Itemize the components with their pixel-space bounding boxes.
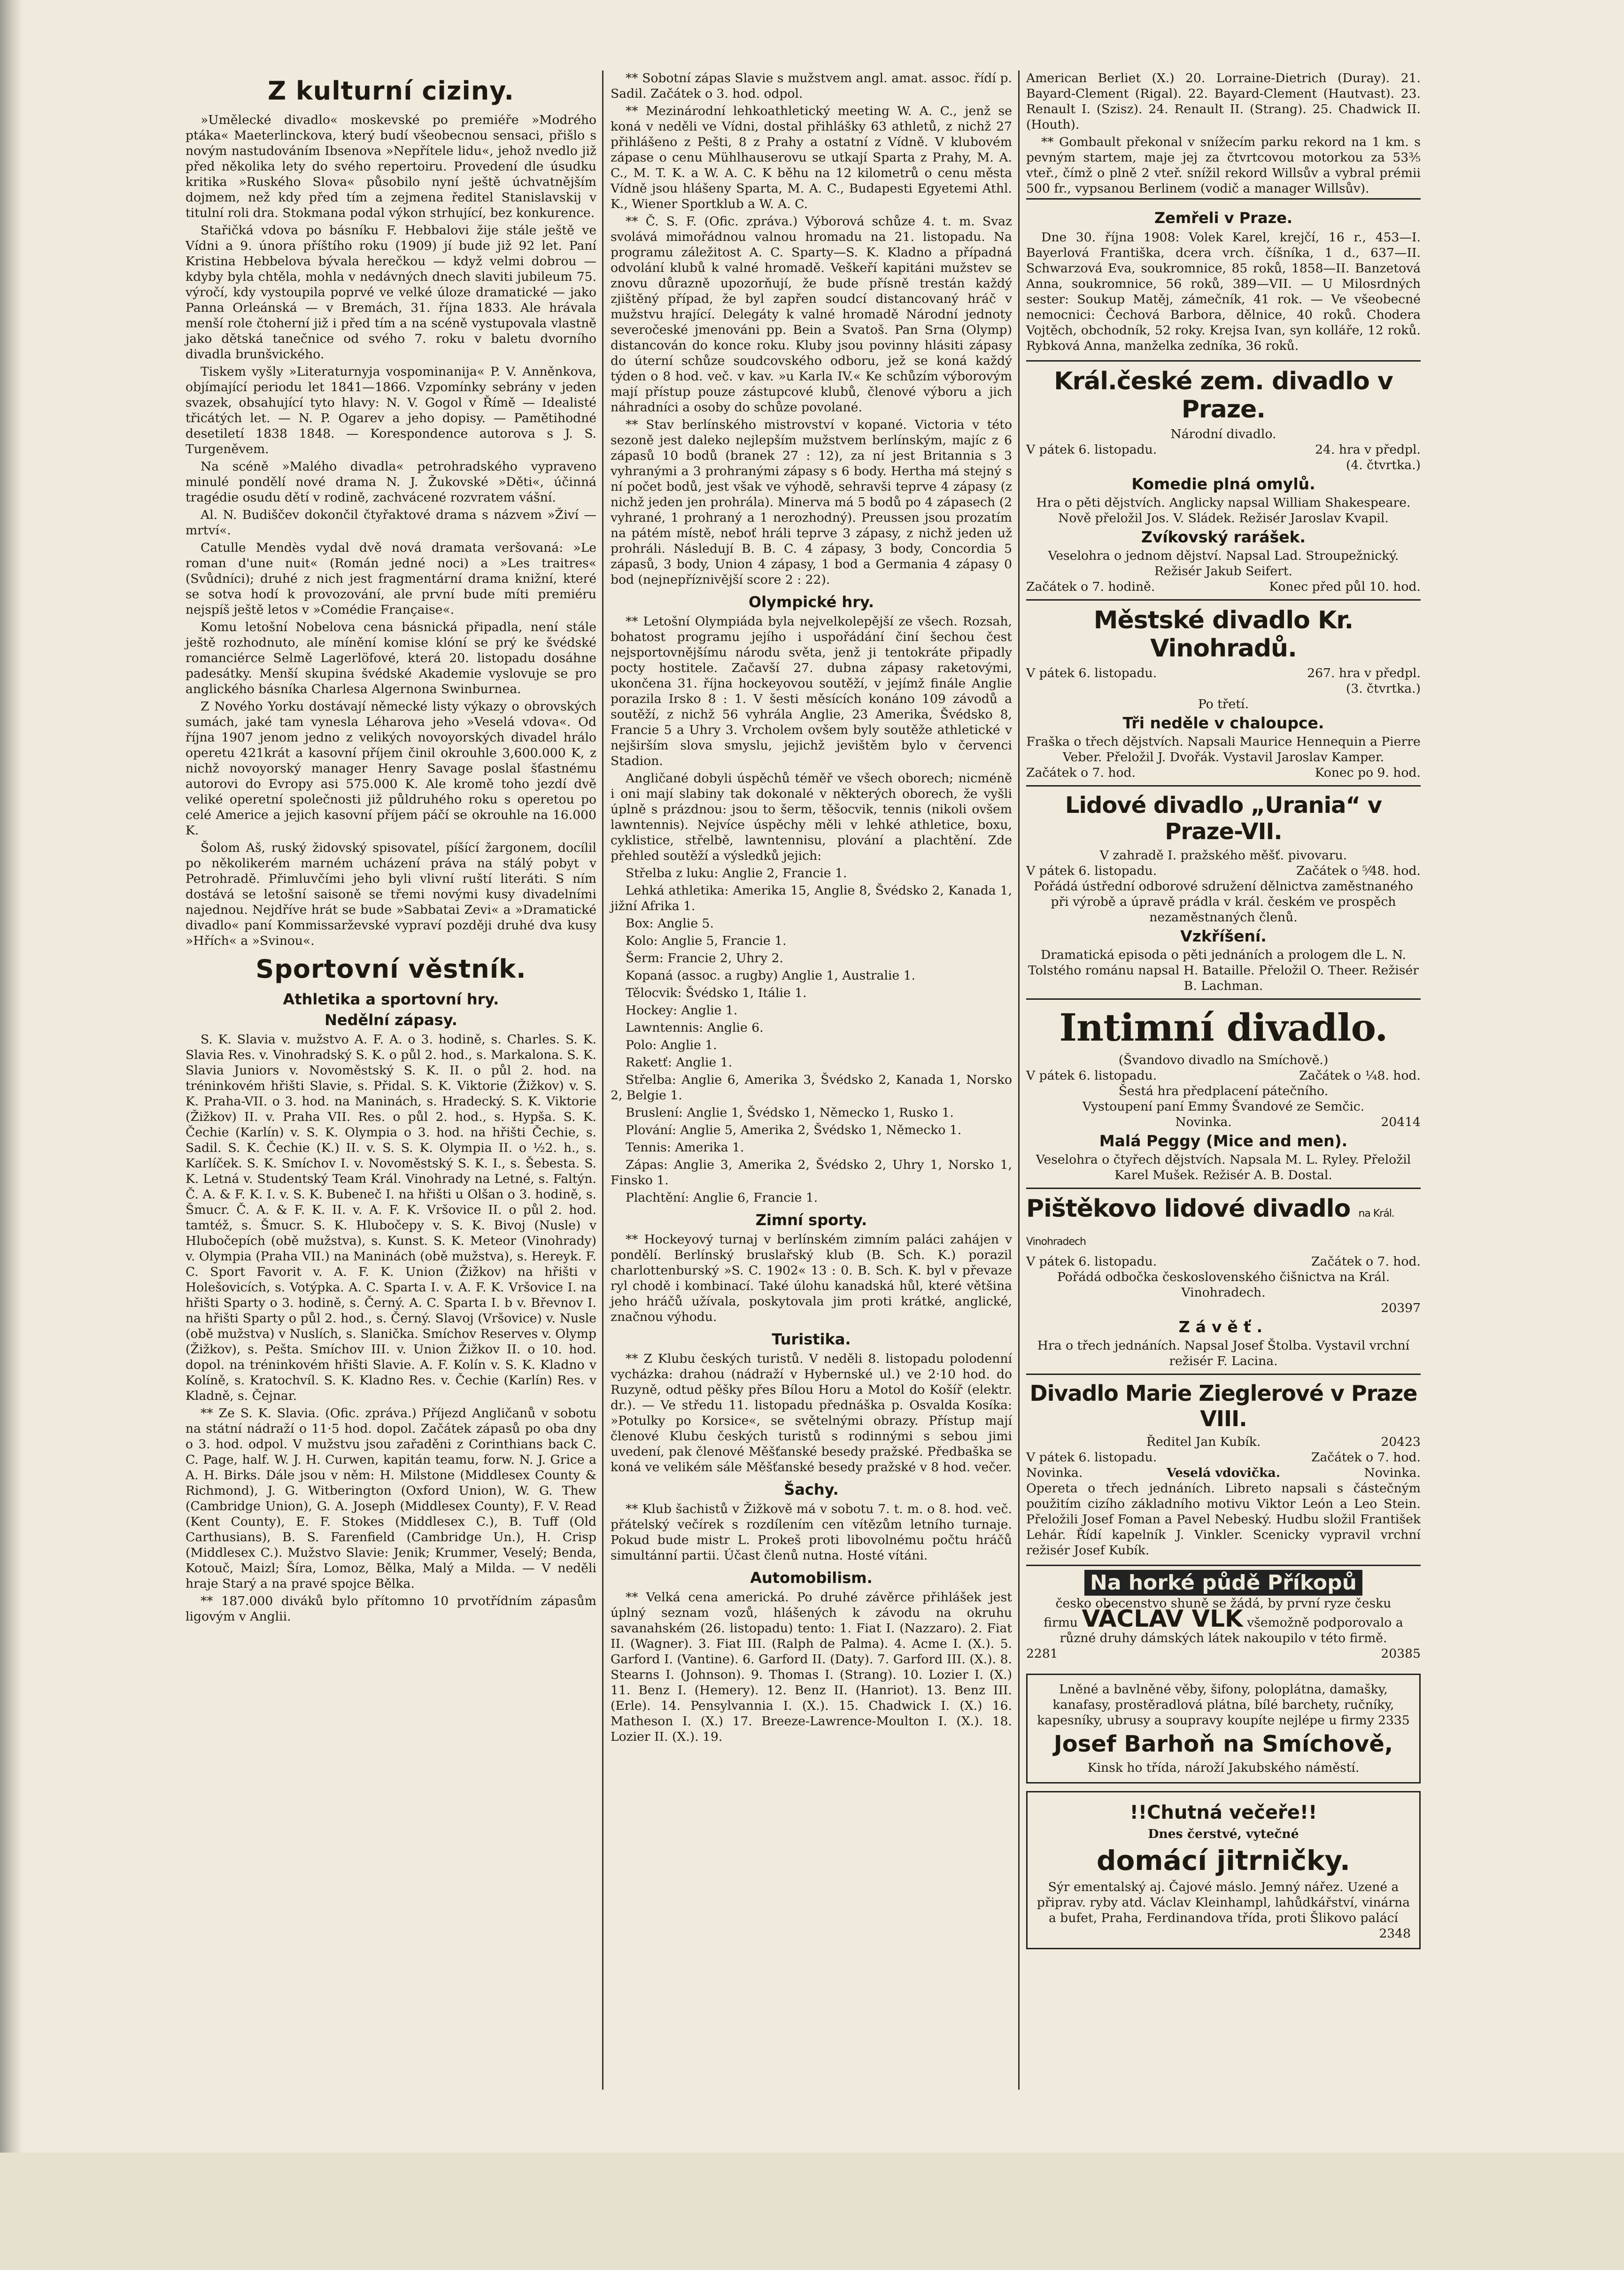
- result-line: Střelba z luku: Anglie 2, Francie 1.: [626, 866, 847, 880]
- article-paragraph: Stařičká vdova po básníku F. Hebbalovi žije stále ještě ve Vídni a 9. února příštího roku (1909) jí bude již 92 let. Paní Kristina Hebbelova bývala herečkou — když velmi dobrou — kdyby byla chtěla, mohla v nedávných dnech slaviti jubileum 75. výročí, kdy vystoupila poprvé ve velké úloze dramatické — jako Panna Orleánská — v Bremách, 31. října 1833. Ale hrávala menší role čtoherní již i před tím a na scéně vystupovala vlastně jako dětská tanečnice od svého 7. roku v baletu dvorního divadla brunšvického.: [186, 223, 596, 362]
- play-title: Komedie plná omylů.: [1131, 475, 1315, 493]
- performance-date: V pátek 6. listopadu.: [1026, 666, 1157, 680]
- advert-address: Kinsk ho třída, nároží Jakubského náměstí.: [1087, 1760, 1360, 1775]
- article-paragraph: ** Z Klubu českých turistů. V neděli 8. listopadu polodenní vycházka: drahou (nádraží v Hybernské ul.) ve 2·10 hod. do Ruzyně, odtud pěšky přes Bílou Horu a Motol do Košíř (elektr. dr.). — Ve středu 11. listopadu přednáška p. Osvalda Kosíka: »Potulky po Korsice«, se světelnými obrazy. Přístup mají členové Klubu českých turistů s rodinnými s sebou jimi uvedení, pak členové Měšťanské besedy pražské. Předbaška se koná ve velikém sále Měšťanské besedy pražské v 8 hod. večer.: [611, 1351, 1012, 1475]
- performance-date: V pátek 6. listopadu.: [1026, 1254, 1157, 1269]
- result-line: Plování: Anglie 5, Amerika 2, Švédsko 1, Německo 1.: [626, 1123, 962, 1137]
- column-2: [611, 70, 1012, 1746]
- article-paragraph: S. K. Slavia v. mužstvo A. F. A. o 3. hodině, s. Charles. S. K. Slavia Res. v. Vinohradský S. K. o půl 2. hod., s. Markalona. S. K. Slavia Juniors v. Novoměstský S. K. II. o půl 2. hod. na tréninkovém hřišti Slavie, s. Přidal. S. K. Viktorie (Žižkov) v. S. K. Praha-VII. o 3. hod. na Maninách, s. Hradecký. S. K. Viktorie (Žižkov) II. v. Praha VII. Res. o půl 2. hod., s. Hypša. S. K. Čechie (Karlín) v. S. K. Olympia o 3. hod. na hřišti Čechie, s. Sadil. S. K. Čechie (K.) II. v. S. S. K. Olympia II. o ½2. h., s. Karlíček. S. K. Smíchov I. v. Novoměstský S. K. I., s. Šebesta. S. K. Letná v. Studentský Team Král. Vinohrady na Letné, s. Faltýn. Č. A. & F. K. I. v. S. K. Bubeneč I. na hřišti u Olšan o 3. hodině, s. Šmucr. Č. A. & F. K. II. v. A. F. K. Vršovice II. o půl 2. hod. tamtéž, s. Šmucr. S. K. Hlubočepy v. S. K. Bivoj (Nusle) v Hlubočepích (obě mužstva), s. Kunst. S. K. Meteor (Vinohrady) v. Olympia (Praha VII.) na Maninách (obě mužstva), s. Hereyk. F. C. Sport Favorit v. A. F. K. Union (Žižkov) na hřišti v Holešovicích, s. Votýpka. A. C. Sparta I. v. A. F. K. Vršovice I. na hřišti Sparty o 3. hodině, s. Černý. A. C. Sparta I. b v. Břevnov I. na hřišti Sparty o půl 2. hod., s. Černý. Slavoj (Vršovice) v. Nusle (obě mužstva) v Nuslích, s. Slanička. Smíchov Reserves v. Olymp (Žižkov), s. Pešta. Smíchov III. v. Union Žižkov II. o 10. hod. dopol. na tréninkovém hřišti Slavie. A. F. Kolín v. S. K. Kladno v Kolíně, s. Kratochvíl. S. K. Kladno Res. v. Čechie (Karlín) Res. v Kladně, s. Čejnar.: [186, 1032, 596, 1403]
- article-paragraph: ** Ze S. K. Slavia. (Ofic. zpráva.) Příjezd Angličanů v sobotu na státní nádraží o 11·5 hod. dopol. Začátek zápasů po oba dny o 3. hod. odpol. V mužstvu jsou zařaděni z Corinthians back C. C. Page, half. W. J. H. Curwen, kapitán teamu, forw. N. J. Grice a A. H. Birks. Dále jsou v něm: H. Milstone (Middlesex County & Richmond), J. G. Witberington (Oxford Union), W. G. Thew (Cambridge Union), G. A. Joseph (Middlesex County), F. V. Read (Kent County), E. F. Stokes (Middlesex C.), B. Tuff (Old Carthusians), B. S. Farenfield (Cambridge Un.), H. Crisp (Middlesex C.). Mužstvo Slavie: Jenik; Krummer, Veselý; Benda, Kotouč, Maizl; Šíra, Lomoz, Bělka, Malý a Milda. — V neděli hraje Starý a na pravé spojce Bělka.: [186, 1406, 596, 1591]
- subhead-automobilism: Automobilism.: [750, 1569, 873, 1587]
- article-paragraph: Na scéně »Malého divadla« petrohradského vypraveno minulé pondělí nové drama N. J. Žukovské »Děti«, účinná tragédie osudu dětí v rodině, zachvácené rozvratem vášní.: [186, 459, 596, 505]
- theatre-listing-urania: [1026, 785, 1421, 998]
- novelty-label: Novinka.: [1175, 1115, 1232, 1129]
- advert-text: česko obecenstvo shuně se žádá, by první ryze česku: [1055, 1596, 1392, 1611]
- play-title: Tři neděle v chaloupce.: [1122, 714, 1324, 732]
- theatre-title: Městské divadlo Kr. Vinohradů.: [1093, 606, 1353, 663]
- director: Ředitel Jan Kubík.: [1146, 1435, 1261, 1449]
- advert-text: firmu: [1044, 1615, 1078, 1630]
- theatre-listing-pistek: [1026, 1188, 1421, 1374]
- play-title: Veselá vdovička.: [1166, 1466, 1281, 1480]
- subscription-number: 24. hra v předpl.: [1315, 442, 1421, 457]
- date-row: [1026, 1450, 1421, 1465]
- article-paragraph: ** Letošní Olympiáda byla nejvelkolepější ze všech. Rozsah, bohatost programu jejího i uspořádání činí šechou čest nejsportovnějšímu národu světa, jenž ji tentokráte připadly pocty hostitele. Začavší 27. dubna zápasy raketovými, ukončena 31. října hockeyovou soutěží, v jejímž finále Anglie porazila Irsko 8 : 1. V šesti měsících konáno 109 závodů a soutěží, z nichž 56 vyhrála Anglie, 23 Amerika, Švédsko 8, Francie 5 a Uhry 3. Vrcholem ovšem byly soutěže athletické v nejširším slova smyslu, jejichž jevištěm bylo v červenci Stadion.: [611, 614, 1012, 768]
- article-paragraph: ** Hockeyový turnaj v berlínském zimním paláci zahájen v pondělí. Berlínský bruslařský klub (B. Sch. K.) porazil charlottenburský »S. C. 1902« 13 : 0. B. Sch. K. byl v převaze ryl chodě i kombinací. Také úlohu kanadská hůl, které většina jeho hráčů užívala, poskytovala jim proti krátké, anglické, značnou výhodu.: [611, 1232, 1012, 1324]
- article-paragraph: ** Sobotní zápas Slavie s mužstvem angl. amat. assoc. řídí p. Sadil. Začátek o 3. hod. odpol.: [611, 71, 1012, 101]
- result-line: Kopaná (assoc. a rugby) Anglie 1, Australie 1.: [626, 968, 916, 983]
- end-time: Konec před půl 10. hod.: [1269, 579, 1421, 594]
- guest-note: Vystoupení paní Emmy Švandové ze Semčic.: [1082, 1099, 1365, 1114]
- date-row: [1026, 1254, 1421, 1269]
- theatre-subtitle: (Švandovo divadlo na Smíchově.): [1118, 1053, 1329, 1067]
- column-rule: [1018, 70, 1020, 2090]
- result-line: Hockey: Anglie 1.: [626, 1003, 738, 1018]
- theatre-listing-intimni: [1026, 998, 1421, 1188]
- theatre-listing-ziegler: [1026, 1374, 1421, 1565]
- article-paragraph: Šolom Aš, ruský židovský spisovatel, píšící žargonem, docílil po několikerém marném ucházení práva na stálý pobyt v Petrohradě. Přimluvčími jeho byli vlivní ruští literáti. S ním dostává se letošní saisoně se třemi novými kusy divadelními najednou. Nejdříve hrát se bude »Sabbatai Zevi« a »Dramatické divadlo« paní Kommissarževské vypraví později druhé dva kusy »Hřích« a »Svinou«.: [186, 841, 596, 948]
- play-description: Opereta o třech jednáních. Libreto napsali s částečným použitím cizího základního motivu Viktor León a Leo Stein. Přeložili Josef Foman a Pavel Nebeský. Hudbu složil František Lehár. Řídí kapelník J. Vinkler. Scenicky vypravil vrchní režisér Josef Kubík.: [1026, 1481, 1421, 1558]
- start-time: Začátek o ⁵⁄48. hod.: [1296, 864, 1421, 878]
- subhead-athletika: Athletika a sportovní hry.: [283, 990, 499, 1008]
- obituaries-box: [1026, 198, 1421, 360]
- column-rule: [602, 70, 603, 2090]
- advert-firm-line: [1026, 1605, 1421, 1632]
- novelty-row: [1026, 1114, 1421, 1130]
- theatre-title: Král.české zem. divadlo v Praze.: [1054, 367, 1393, 424]
- subhead-zimni: Zimní sporty.: [755, 1211, 867, 1229]
- play-title: Závěť.: [1178, 1318, 1268, 1336]
- article-paragraph: Tiskem vyšly »Literaturnyja vospominanija« P. V. Anněnkova, objímající periodu let 1841—1866. Vzpomínky sebrány v jeden svazek, obsahující tyto hlavy: N. V. Gogol v Římě — Idealisté třicátých let. — N. P. Ogarev a jeho dopisy. — Pamětihodné desetiletí 1838 1848. — Korespondence autorova s J. S. Turgeněvem.: [186, 364, 596, 456]
- novelty-label: Novinka.: [1026, 1466, 1083, 1480]
- performance-date: V pátek 6. listopadu.: [1026, 1450, 1157, 1465]
- result-line: Lehká athletika: Amerika 15, Anglie 8, Švédsko 2, Kanada 1, jižní Afrika 1.: [611, 883, 1012, 913]
- result-line: Bruslení: Anglie 1, Švédsko 1, Německo 1, Rusko 1.: [626, 1105, 954, 1120]
- article-paragraph: »Umělecké divadlo« moskevské po premiéře »Modrého ptáka« Maeterlinckova, který budí všeobecnou sensaci, přišlo s novým nastudováním Ibsenova »Nepřítele lidu«, jehož nvedlo již před několika lety do svého repertoiru. Provedení dle úsudku kritika »Ruského Slova« působilo nyní ještě úchvatnějším dojmem, než kdy před tím a zejmena ředitel Stanislavskij v titulní roli dra. Stokmana podal výkon strhující, bez konkurence.: [186, 113, 596, 220]
- result-line: Šerm: Francie 2, Uhry 2.: [626, 951, 783, 965]
- page-bottom-margin: [0, 2153, 1624, 2270]
- novelty-label: Novinka.: [1364, 1466, 1421, 1480]
- organizer-note: Pořádá odbočka československého čišnictva na Král. Vinohradech.: [1057, 1270, 1390, 1300]
- ad-number: 20414: [1381, 1115, 1421, 1129]
- play-description: Hra o pěti dějstvích. Anglicky napsal William Shakespeare. Nově přeložil Jos. V. Sládek. Režisér Jaroslav Kvapil.: [1036, 495, 1411, 525]
- article-paragraph: ** Gombault překonal v snížecím parku rekord na 1 km. s pevným startem, maje jej za čtvrtcovou motorkou za 53³⁄₅ vteř., čímž o plně 2 vteř. snížil rekord Willsův a vybral prémii 500 fr., vypsanou Berlinem (vodič a manager Willsův).: [1026, 135, 1421, 196]
- result-line: Polo: Anglie 1.: [626, 1038, 717, 1052]
- performance-note: Po třetí.: [1198, 697, 1249, 711]
- advert-vlk: [1026, 1565, 1421, 1666]
- performance-date: V pátek 6. listopadu.: [1026, 864, 1157, 878]
- date-row: [1026, 863, 1421, 879]
- play-description: Fraška o třech dějstvích. Napsali Maurice Hennequin a Pierre Veber. Přeložil J. Dvořák. Vystavil Jaroslav Kamper.: [1026, 734, 1421, 764]
- advert-text: všemožně podporovalo a: [1247, 1615, 1403, 1630]
- play-description: Hra o třech jednáních. Napsal Josef Štolba. Vystavil vrchní režisér F. Lacina.: [1037, 1338, 1410, 1368]
- column-1: [186, 70, 596, 1626]
- obituaries-text: Dne 30. října 1908: Volek Karel, krejčí, 16 r., 453—I. Bayerlová Františka, dcera vrch. číšníka, 1 d., 637—II. Schwarzová Eva, soukromnice, 85 roků, 1858—II. Banzetová Anna, soukromnice, 56 roků, 389—VII. — U Milosrdných sester: Soukup Matěj, zámečník, 41 rok. — Ve všeobecné nemocnici: Čechová Barbora, dělnice, 40 roků. Chodera Vojtěch, obchodník, 52 roky. Krejsa Ivan, syn kolláře, 12 roků. Rybková Anna, manželka zedníka, 36 roků.: [1026, 230, 1421, 353]
- theatre-title-row: [1026, 1195, 1421, 1251]
- article-paragraph: American Berliet (X.) 20. Lorraine-Dietrich (Duray). 21. Bayard-Clement (Rigal). 22. Bayard-Clement (Hautvast). 23. Renault I. (Szisz). 24. Renault II. (Strang). 25. Chadwick II. (Houth).: [1026, 71, 1421, 132]
- advert-firm-name: Josef Barhoň na Smíchově,: [1053, 1731, 1393, 1757]
- play-title: Malá Peggy (Mice and men).: [1099, 1132, 1348, 1150]
- article-paragraph: ** Stav berlínského mistrovství v kopané. Victoria v této sezoně jest daleko nejlepším mužstvem berlínským, majíc z 6 zápasů 10 bodů (branek 27 : 12), za ní jest Britannia s 3 vyhranými a 3 prohranými zápasy s 6 body. Hertha má stejný s ní počet bodů, jest však ve výhodě, sehravši teprve 4 zápasy (z nichž jeden jen prohrála). Minerva má 5 bodů po 4 zápasech (2 vyhrané, 1 prohraný a 1 nerozhodný). Preussen jsou prozatím na pátém místě, neboť hráli teprve 3 zápasy, z nichž jeden už prohráli. Následují B. B. C. 4 zápasy, 3 body, Concordia 5 zápasů, 3 body, Union 4 zápasy, 1 bod a Germania 4 zápasy 0 bod (nejnepříznivější score 2 : 22).: [611, 417, 1012, 587]
- advert-title: domácí jitrničky.: [1096, 1845, 1351, 1876]
- organizer-note: Pořádá ústřední odborové sdružení dělnictva zaměstnaného při výrobě a úpravě prádla v král. českém ve prospěch nezaměstnaných členů.: [1033, 879, 1414, 925]
- article-paragraph: ** Klub šachistů v Žižkově má v sobotu 7. t. m. o 8. hod. več. přátelský večírek s rozdílením cen vítězům letního turnaje. Pokud bude mistr L. Prokeš proti libovolnému počtu hráčů simultánní partii. Účast členů nutna. Hosté vítáni.: [611, 1502, 1012, 1563]
- subhead-turistika: Turistika.: [772, 1330, 851, 1348]
- end-time: Konec po 9. hod.: [1315, 765, 1421, 780]
- result-line: Lawntennis: Anglie 6.: [626, 1020, 764, 1035]
- play-title: Zvíkovský rarášek.: [1141, 528, 1306, 546]
- result-line: Raketť: Anglie 1.: [626, 1055, 733, 1070]
- article-paragraph: ** Mezinárodní lehkoathletický meeting W. A. C., jenž se koná v neděli ve Vídni, dostal přihlášky 63 athletů, z nichž 27 přihlášeno z Pešti, 8 z Prahy a ostatní z Vídně. V klubovém zápase o cenu Mühlhauserovu se utkají Sparta z Prahy, M. A. C., M. T. K. a W. A. C. K běhu na 12 kilometrů o cenu města Vídně jsou hlášeny Sparta, M. A. C., Budapesti Egyetemi Athl. K., Wiener Sportklub a W. A. C.: [611, 104, 1012, 211]
- advert-kleinhampl: [1026, 1791, 1421, 1949]
- advert-firm-name: VÁCLAV VLK: [1082, 1605, 1243, 1632]
- theatre-title: Lidové divadlo „Urania“ v Praze-VII.: [1065, 792, 1382, 845]
- date-row: [1026, 1068, 1421, 1083]
- result-line: Tennis: Amerika 1.: [626, 1140, 744, 1155]
- time-row: [1026, 765, 1421, 780]
- play-title: Vzkříšení.: [1180, 927, 1267, 945]
- subhead-zemreli: Zemřeli v Praze.: [1154, 209, 1293, 227]
- subscription-cycle: (3. čtvrtka.): [1346, 681, 1421, 696]
- result-line: Kolo: Anglie 5, Francie 1.: [626, 934, 787, 948]
- theatre-listing-vinohrady: [1026, 599, 1421, 785]
- ad-number: 20397: [1381, 1301, 1421, 1315]
- time-row: [1026, 579, 1421, 595]
- ad-number: 2348: [1379, 1926, 1411, 1941]
- article-paragraph: Komu letošní Nobelova cena básnická připadla, není stále ještě rozhodnuto, ale mínění komise klóní se prý ke švédské romanciérce Selmě Lagerlöfové, která 20. listopadu dosáhne padesátky. Menší skupina švédské Akademie vyslovuje se pro anglického básníka Charlesa Algernona Swinburnea.: [186, 620, 596, 696]
- advert-headline: !!Chutná večeře!!: [1129, 1802, 1317, 1823]
- play-description: Veselohra o jednom dějství. Napsal Lad. Stroupežnický. Režisér Jakub Seifert.: [1048, 548, 1399, 579]
- column-3: [1026, 70, 1421, 1957]
- result-line: Tělocvik: Švédsko 1, Itálie 1.: [626, 986, 807, 1000]
- article-paragraph: ** 187.000 diváků bylo přítomno 10 prvotřídním zápasům ligovým v Anglii.: [186, 1594, 596, 1624]
- result-line: Zápas: Anglie 3, Amerika 2, Švédsko 2, Uhry 1, Norsko 1, Finsko 1.: [611, 1158, 1012, 1188]
- director-row: [1026, 1434, 1421, 1450]
- subhead-nedelni: Nedělní zápasy.: [325, 1011, 457, 1029]
- article-paragraph: Al. N. Budiščev dokončil čtyřaktové drama s názvem »Živí — mrtví«.: [186, 508, 596, 538]
- start-time: Začátek o 7. hod.: [1311, 1254, 1421, 1269]
- advert-text: Lněné a bavlněné věby, šifony, poloplátna, damašky, kanafasy, prostěradlová plátna, bílé barchety, ručníky, kapesníky, ubrusy a soupravy koupíte nejlépe u firmy 2335: [1037, 1682, 1410, 1728]
- date-row: [1026, 665, 1421, 681]
- advert-text: Sýr ementalský aj. Čajové máslo. Jemný nářez. Uzené a připrav. ryby atd. Václav Kleinhampl, lahůdkářství, vinárna a bufet, Praha, Ferdinandova třída, proti Šlikovo palácí: [1036, 1880, 1410, 1925]
- result-line: Box: Anglie 5.: [626, 916, 714, 931]
- article-paragraph: Catulle Mendès vydal dvě nová dramata veršovaná: »Le roman d'une nuit« (Román jedné noci) a »Les traitres« (Svůdníci); druhé z nich jest fragmentární drama knižní, které se sotva hodí k provozování, ale první bude míti premiéru nejspíš ještě letos v »Comédie Française«.: [186, 540, 596, 617]
- play-row: [1026, 1465, 1421, 1481]
- page-edge: [0, 0, 23, 2270]
- start-time: Začátek o 7. hod.: [1026, 765, 1136, 780]
- play-description: Veselohra o čtyřech dějstvích. Napsala M. L. Ryley. Přeložil Karel Mušek. Režisér A. B. Dostal.: [1036, 1152, 1411, 1182]
- theatre-subtitle: V zahradě I. pražského měšť. pivovaru.: [1099, 848, 1347, 863]
- ad-number: 20385: [1381, 1646, 1421, 1661]
- advert-barhon: [1026, 1674, 1421, 1784]
- start-time: Začátek o 7. hod.: [1311, 1450, 1421, 1465]
- result-line: Střelba: Anglie 6, Amerika 3, Švédsko 2, Kanada 1, Norsko 2, Belgie 1.: [611, 1073, 1012, 1103]
- ad-number: 20423: [1381, 1435, 1421, 1449]
- advert-subline: Dnes čerstvé, vytečné: [1148, 1827, 1299, 1841]
- theatre-title: Pištěkovo lidové divadlo: [1026, 1195, 1351, 1223]
- result-line: Plachtění: Anglie 6, Francie 1.: [626, 1190, 818, 1205]
- advert-numbers: [1026, 1646, 1421, 1661]
- theatre-listing-narodni: [1026, 360, 1421, 599]
- section-title-sport: Sportovní věstník.: [255, 954, 526, 984]
- date-row: [1026, 442, 1421, 457]
- theatre-location: na Král. Vinohradech: [1026, 1208, 1394, 1248]
- theatre-title: Intimní divadlo.: [1059, 1005, 1388, 1050]
- start-time: Začátek o 7. hodině.: [1026, 579, 1155, 594]
- start-time: Začátek o ¼8. hod.: [1299, 1068, 1421, 1083]
- performance-date: V pátek 6. listopadu.: [1026, 442, 1157, 457]
- subscription-number: 267. hra v předpl.: [1307, 666, 1421, 680]
- section-title-kulturni: Z kulturní ciziny.: [267, 76, 515, 106]
- theatre-title: Divadlo Marie Zieglerové v Praze VIII.: [1029, 1381, 1417, 1431]
- article-paragraph: Z Nového Yorku dostávají německé listy výkazy o obrovských sumách, jaké tam vynesla Léharova jeho »Veselá vdova«. Od října 1907 jenom jedno z velikých novoyorských divadel hrálo operetu 421krát a kasovní příjem činil okrouhle 3,600.000 K, z nichž novoyorský manager Henry Savage poslal šťastnému autorovi do Evropy asi 575.000 K. Ale kromě toho jezdí dvě veliké operetní společnosti již půldruhého roku s operetou po celé Americe a jejich kasovní příjem páčí se okrouhle na 16.000 K.: [186, 699, 596, 838]
- subhead-olympic: Olympické hry.: [748, 593, 874, 611]
- advert-text: různé druhy dámských látek nakoupilo v této firmě.: [1059, 1631, 1387, 1645]
- theatre-subtitle: Národní divadlo.: [1170, 427, 1276, 441]
- play-description: Dramatická episoda o pěti jednáních a prologem dle L. N. Tolstého románu napsal H. Bataille. Přeložil O. Theer. Režisér B. Lachman.: [1028, 948, 1419, 993]
- article-paragraph: ** Velká cena americká. Po druhé závěrce přihlášek jest úplný seznam vozů, hlášených k závodu na okruhu savanahském (26. listopadu) tento: 1. Fiat I. (Nazzaro). 2. Fiat II. (Wagner). 3. Fiat III. (Ralph de Palma). 4. Acme I. (X.). 5. Garford I. (Vantine). 6. Garford II. (Daty). 7. Garford III. (X.). 8. Stearns I. (Johnson). 9. Thomas I. (Strang). 10. Lozier I. (X.) 11. Benz I. (Hemery). 12. Benz II. (Hanriot). 13. Benz III. (Erle). 14. Pensylvannia I. (X.). 15. Chadwick I. (X.) 16. Matheson I. (X.) 17. Breeze-Lawrence-Moulton I. (X.). 18. Lozier II. (X.). 19.: [611, 1590, 1012, 1744]
- subscription-cycle: Šestá hra předplacení pátečního.: [1118, 1084, 1329, 1098]
- advert-headline: Na horké půdě Příkopů: [1084, 1570, 1362, 1596]
- article-paragraph: ** Č. S. F. (Ofic. zpráva.) Výborová schůze 4. t. m. Svaz svolává mimořádnou valnou hromadu na 21. listopadu. Na programu záležitost A. C. Sparty—S. K. Kladno a případná odvolání klubů k valné hromadě. Veškeří kapitáni mužstev se znovu důrazně upozorňují, že bude přísně trestán každý zjištěný případ, že byl zapřen soudcí distancovaný hráč v mužstvu hrající. Delegáty k valné hromadě Národní jednoty severočeské jmenováni pp. Bein a Svatoš. Pan Srna (Olymp) distancován do konce roku. Kluby jsou povinny hlásiti zápasy do úterní schůze soudcovského odboru, jež se koná každý týden o 8 hod. več. v kav. »u Karla IV.« Ke schůzím výborovým mají přístup pouze zástupcové klubů, členové výboru a jich náhradníci a osoby do schůze povolané.: [611, 214, 1012, 415]
- article-paragraph: Angličané dobyli úspěchů téměř ve všech oborech; nicméně i oni mají slabiny tak dokonalé v některých oborech, že vyšli úplně s prázdnou: jsou to šerm, těšocvik, tennis (nikoli ovšem lawntennis). Nejvíce úspěchy měli v lehké athletice, boxu, cyklistice, střelbě, lawntennisu, plování a plachtění. Zde přehled soutěží a výsledků jejich:: [611, 771, 1012, 863]
- performance-date: V pátek 6. listopadu.: [1026, 1068, 1157, 1083]
- ad-number: 2281: [1026, 1646, 1058, 1661]
- subhead-sachy: Šachy.: [784, 1481, 839, 1498]
- subscription-cycle: (4. čtvrtka.): [1346, 458, 1421, 472]
